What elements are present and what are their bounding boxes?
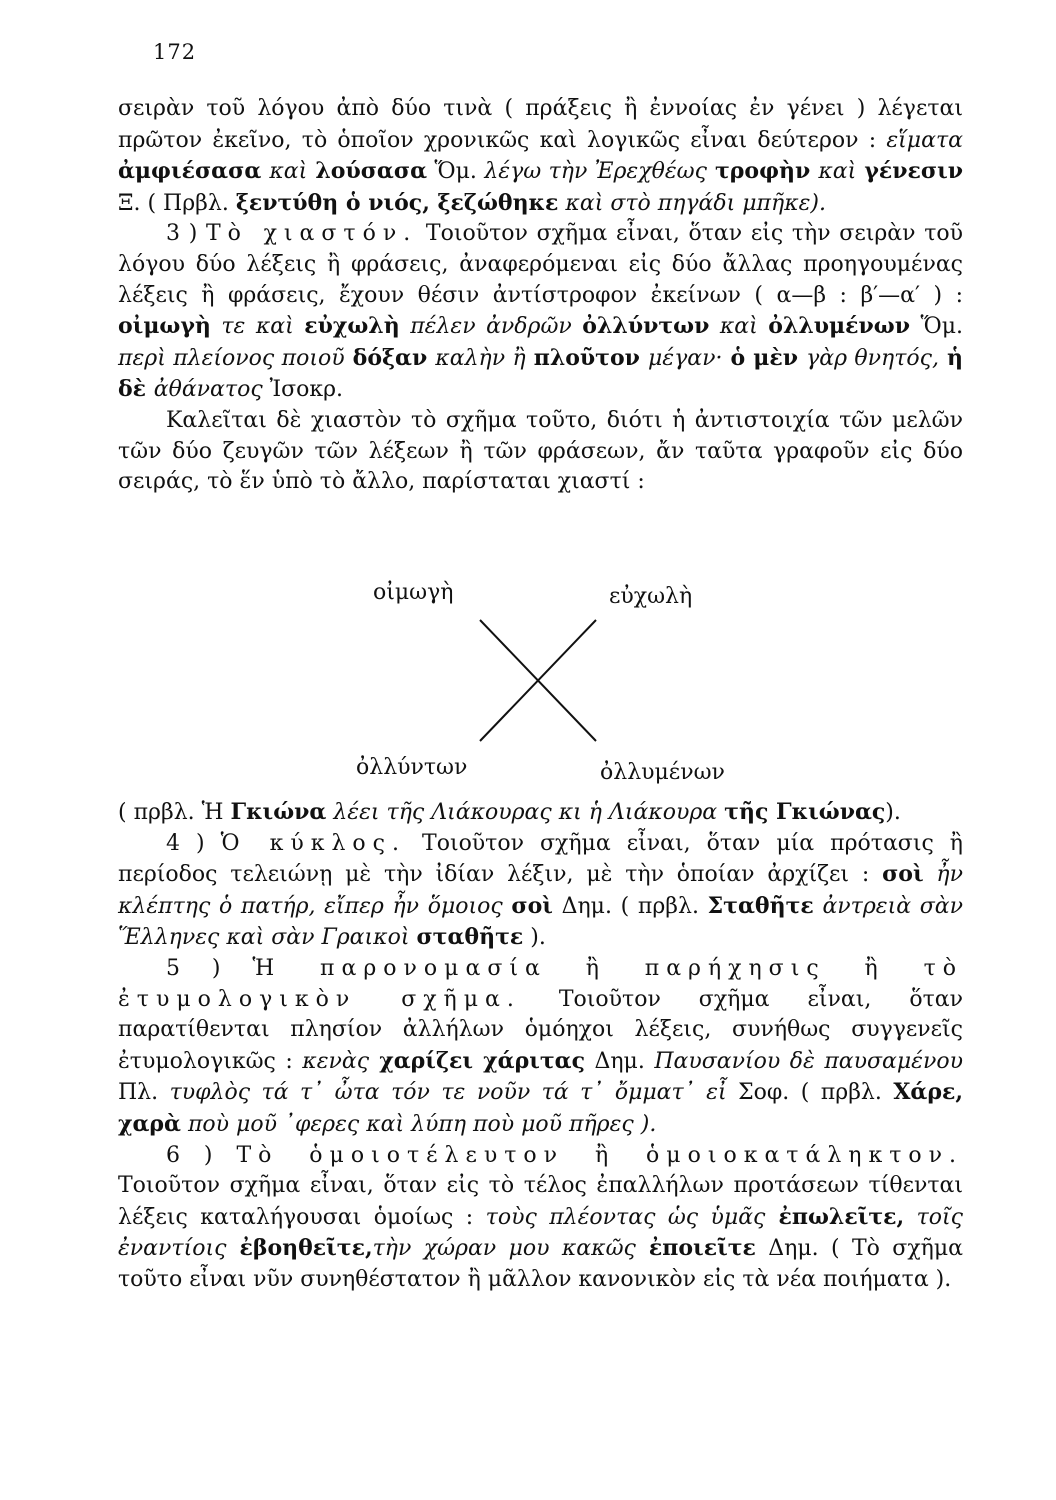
example-greek: ἦν κλέπτης ὁ πατήρ, εἴπερ ἦν ὅμοιος (118, 862, 963, 919)
example-bold: Χάρε, χαρὰ (118, 1079, 964, 1137)
example-greek: λέει τῆς Λιάκουρας κι ἡ Λιάκουρα (326, 800, 725, 825)
text-run: Τοιοῦτον σχῆμα εἶναι, ὅταν παρατίθενται πλησίον ἀλλήλων ὁμόηχοι λέξεις, συνήθως συγγενεῖς ἐτυμολογικῶς : (118, 986, 963, 1074)
example-bold: ξεντύθη ὁ νιός, ξεζώθηκε (235, 189, 559, 216)
text-run: ). (885, 800, 901, 825)
example-bold: πλοῦτον (525, 344, 648, 371)
example-greek: καὶ (709, 314, 769, 340)
example-bold: ἐβοηθεῖτε, (226, 1235, 373, 1262)
diagram-label-top-right: εὐχωλὴ (609, 584, 693, 609)
paragraph-kyklos (118, 829, 963, 954)
source-reference: Ὅμ. (910, 314, 963, 340)
paragraph-chiasmus (118, 219, 963, 406)
source-reference: Σοφ. ( πρβλ. (726, 1080, 894, 1106)
lower-text (118, 797, 963, 1296)
example-greek: καὶ (818, 159, 857, 185)
section-term: Τὸ ὁμοιοτέλευτον ἢ ὁμοιοκατάληκτον. (236, 1142, 963, 1168)
upper-text (118, 94, 963, 498)
text-run: Τοιοῦτον σχῆμα εἶναι, ὅταν εἰς τὸ τέλος ἐπαλλήλων προτάσεων τίθενται λέξεις καταλήγουσαι ὁμοίως : (118, 1173, 963, 1230)
page-number: 172 (153, 40, 197, 64)
example-bold: ἀμφιέσασα (118, 158, 270, 185)
example-greek: μέγαν· (648, 345, 723, 371)
example-bold: Σταθῆτε (707, 892, 814, 919)
diagram-cross-line-a (480, 620, 596, 741)
example-greek: ἀντρειὰ σὰν Ἕλληνες καὶ σὰν Γραικοὶ (118, 893, 963, 951)
section-term: Ἡ παρονομασία ἢ παρήχησις ἢ τὸ ἐτυμολογικὸν σχῆμα. (118, 955, 963, 1012)
example-bold: λούσασα (307, 158, 428, 185)
source-reference: Δημ. (584, 1048, 655, 1074)
example-greek: τοὺς πλέοντας ὡς ὑμᾶς (485, 1204, 766, 1230)
example-greek: τυφλὸς τά τ᾽ ὦτα τόν τε νοῦν τά τ᾽ ὄμματ᾽ εἶ (169, 1080, 727, 1106)
example-bold: γένεσιν (856, 158, 963, 185)
text-run: ). (523, 925, 546, 951)
section-number: 3 ) (166, 221, 206, 247)
diagram-cross-line-b (480, 620, 596, 741)
example-bold: Γκιώνα (230, 799, 327, 825)
example-greek: πέλεν ἀνδρῶν (399, 314, 583, 340)
section-term: Τὸ χιαστόν. (205, 221, 418, 247)
example-bold: σταθῆτε (416, 924, 524, 951)
diagram-label-bottom-right: ὀλλυμένων (600, 760, 725, 785)
example-greek: εἵματα (886, 127, 963, 153)
text-run: σειρὰν τοῦ λόγου ἀπὸ δύο τινὰ ( πράξεις ἢ ἐννοίας ἐν γένει ) λέγεται πρῶτον ἐκεῖνο, τὸ ὁποῖον χρονικῶς καὶ λογικῶς εἶναι δεύτερον : (118, 96, 963, 153)
example-bold: σοὶ (511, 892, 553, 919)
diagram-label-top-left: οἰμωγὴ (373, 580, 454, 605)
text-run: ( πρβλ. Ἡ (118, 800, 231, 825)
paragraph-hysteron-proteron-end (118, 94, 963, 219)
example-greek: Παυσανίου δὲ παυσαμένου (654, 1048, 963, 1074)
diagram-label-bottom-left: ὀλλύντων (356, 755, 468, 780)
paragraph-homoioteleuton (118, 1141, 963, 1296)
example-greek: λέγω τὴν Ἐρεχθέως (484, 159, 707, 185)
example-bold: οἰμωγὴ (118, 313, 211, 340)
example-bold: τῆς Γκιώνας (724, 799, 886, 825)
source-reference: Πλ. (118, 1080, 170, 1106)
example-greek: καὶ (269, 159, 308, 185)
example-bold: δόξαν (344, 344, 436, 371)
example-bold: ὁ μὲν (722, 344, 807, 371)
source-reference: Δημ. ( πρβλ. (552, 893, 708, 919)
example-greek: ἀθάνατος (153, 377, 263, 403)
section-number: 5 ) (166, 955, 253, 981)
example-bold: χαρίζει χάριτας (369, 1047, 585, 1074)
example-greek: καλὴν ἢ (435, 345, 526, 371)
example-greek: κενὰς (302, 1048, 370, 1074)
example-greek: τε καὶ (210, 314, 305, 340)
example-bold: εὐχωλὴ (304, 313, 400, 340)
text-run: Τοιοῦτον σχῆμα εἶναι, ὅταν μία πρότασις ἢ περίοδος τελειώνῃ μὲ τὴν ἰδίαν λέξιν, μὲ τὴν ὁποίαν ἀρχίζει : (118, 830, 963, 888)
source-reference: Ξ. ( Πρβλ. (118, 190, 236, 216)
paragraph-folk-example (118, 797, 963, 829)
example-greek: τὴν χώραν μου κακῶς (372, 1236, 636, 1262)
section-number: 4 ) (166, 830, 221, 856)
example-greek: τοῖς ἐναντίοις (118, 1204, 964, 1262)
example-bold: ἡ δὲ (118, 344, 964, 403)
source-reference: Ἰσοκρ. (262, 377, 344, 403)
example-greek: περὶ πλείονος ποιοῦ (118, 345, 345, 371)
text-run: Δημ. ( Τὸ σχῆμα τοῦτο εἶναι νῦν συνηθέστατον ἢ μᾶλλον κανονικὸν εἰς τὰ νέα ποιήματα ). (118, 1236, 963, 1292)
section-number: 6 ) (166, 1142, 237, 1168)
example-greek: καὶ στὸ πηγάδι μπῆκε). (558, 190, 826, 216)
example-greek: γὰρ θνητός, (806, 345, 939, 371)
example-greek: ποὺ μοῦ ᾽φερες καὶ λύπη ποὺ μοῦ πῆρες ). (180, 1111, 657, 1137)
example-bold: ὀλλυμένων (768, 313, 911, 340)
source-reference: Ὅμ. (427, 159, 485, 185)
example-bold: ὀλλύντων (582, 313, 710, 340)
paragraph-chiasmus-explanation: Καλεῖται δὲ χιαστὸν τὸ σχῆμα τοῦτο, διότι ἡ ἀντιστοιχία τῶν μελῶν τῶν δύο ζευγῶν τῶν λέξεων ἢ τῶν φράσεων, ἄν ταῦτα γραφοῦν εἰς δύο σειράς, τὸ ἕν ὑπὸ τὸ ἄλλο, παρίσταται χιαστί : (118, 407, 963, 495)
section-term: Ὁ κύκλος. (220, 830, 406, 856)
example-bold: σοὶ (882, 861, 924, 888)
example-bold: ἐπωλεῖτε, (765, 1203, 905, 1230)
text-run: Τοιοῦτον σχῆμα εἶναι, ὅταν εἰς τὴν σειρὰν τοῦ λόγου δύο λέξεις ἢ φράσεις, ἀναφερόμεναι εἰς δύο ἄλλας προηγουμένας λέξεις ἢ φράσεις, ἔχουν θέσιν ἀντίστροφον ἐκείνων ( α—β : β′—α′ ) : (118, 221, 964, 308)
paragraph-paronomasia (118, 954, 963, 1141)
example-bold: τροφὴν (706, 158, 819, 185)
example-bold: ἐποιεῖτε (635, 1235, 756, 1262)
